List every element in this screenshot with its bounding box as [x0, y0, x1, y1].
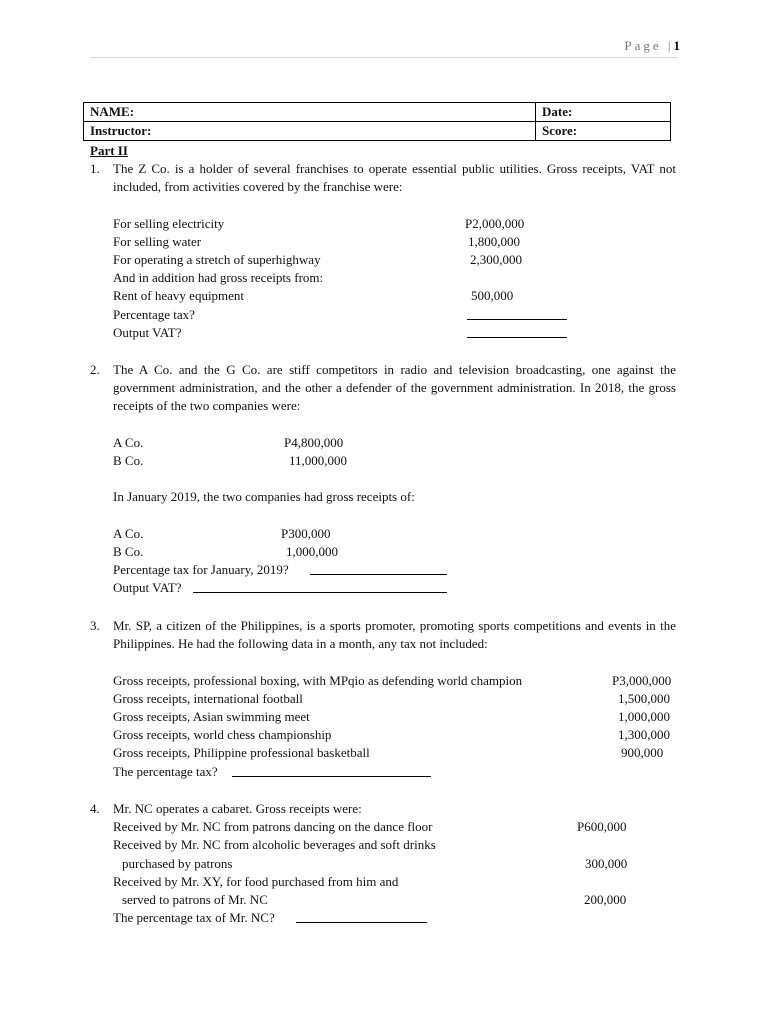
question-text: The A Co. and the G Co. are stiff competitors in radio and television broadcasting, one against the government administration, and the other a defender of the government administration. In 2018, the gross receipts of the two companies were: — [113, 362, 676, 414]
student-info-table — [83, 102, 671, 141]
list-item: Received by Mr. NC from patrons dancing on the dance floor P600,000 — [113, 819, 627, 835]
list-item: Gross receipts, professional boxing, with MPqio as defending world champion P3,000,000 — [113, 672, 672, 688]
list-item: Output VAT? — [113, 579, 676, 597]
list-item: A Co. P300,000 — [113, 525, 331, 541]
page-number: 1 — [673, 38, 680, 53]
list-item: served to patrons of Mr. NC 200,000 — [122, 891, 627, 907]
question-number: 4. — [90, 801, 100, 816]
question-4 — [90, 800, 676, 927]
question-number: 2. — [90, 362, 100, 377]
answer-blank[interactable] — [467, 337, 567, 338]
page-number-header — [624, 38, 680, 54]
answer-blank[interactable] — [310, 574, 447, 575]
question-number: 3. — [90, 618, 100, 633]
date-cell[interactable]: Date: — [536, 103, 671, 122]
list-item: Gross receipts, Asian swimming meet 1,000,000 — [113, 708, 670, 724]
score-cell[interactable]: Score: — [536, 122, 671, 141]
question-text: Mr. NC operates a cabaret. Gross receipts were: — [113, 801, 362, 816]
list-item: B Co. 1,000,000 — [113, 543, 338, 559]
list-item: For selling electricity P2,000,000 — [113, 215, 525, 231]
page-label: Page | — [624, 38, 674, 53]
list-item: For selling water 1,800,000 — [113, 233, 520, 249]
list-item: B Co. 11,000,000 — [113, 452, 348, 468]
list-item: Gross receipts, international football 1,500,000 — [113, 690, 670, 706]
part-title: Part II — [90, 143, 128, 158]
question-text: Mr. SP, a citizen of the Philippines, is a sports promoter, promoting sports competitions and events in the Philippines. He had the following data in a month, any tax not included: — [113, 618, 676, 652]
list-item: Gross receipts, world chess championship 1,300,000 — [113, 727, 670, 743]
question-3 — [90, 617, 676, 781]
name-cell[interactable]: NAME: — [84, 103, 536, 122]
list-item: Output VAT? — [113, 324, 676, 342]
answer-blank[interactable] — [296, 922, 427, 923]
question-1 — [90, 160, 676, 342]
answer-blank[interactable] — [467, 319, 567, 320]
question-number: 1. — [90, 161, 100, 176]
list-item: Percentage tax for January, 2019? — [113, 561, 676, 579]
list-item: Percentage tax? — [113, 306, 676, 324]
list-item: Received by Mr. XY, for food purchased from him and — [113, 873, 399, 889]
answer-blank[interactable] — [232, 776, 431, 777]
list-item: purchased by patrons 300,000 — [122, 855, 628, 871]
question-text: The Z Co. is a holder of several franchises to operate essential public utilities. Gross receipts, VAT not included, from activities covered by the franchise were: — [113, 161, 676, 195]
question-2 — [90, 361, 676, 597]
list-item: In January 2019, the two companies had gross receipts of: — [113, 489, 415, 505]
list-item: And in addition had gross receipts from: — [113, 270, 324, 286]
list-item: A Co. P4,800,000 — [113, 434, 344, 450]
list-item: Rent of heavy equipment 500,000 — [113, 288, 514, 304]
list-item: Gross receipts, Philippine professional basketball 900,000 — [113, 745, 664, 761]
list-item: For operating a stretch of superhighway 2,300,000 — [113, 251, 522, 267]
list-item: Received by Mr. NC from alcoholic beverages and soft drinks — [113, 837, 436, 853]
header-divider — [90, 57, 678, 58]
list-item: The percentage tax of Mr. NC? — [113, 909, 676, 927]
answer-blank[interactable] — [193, 592, 447, 593]
instructor-cell[interactable]: Instructor: — [84, 122, 536, 141]
list-item: The percentage tax? — [113, 763, 676, 781]
